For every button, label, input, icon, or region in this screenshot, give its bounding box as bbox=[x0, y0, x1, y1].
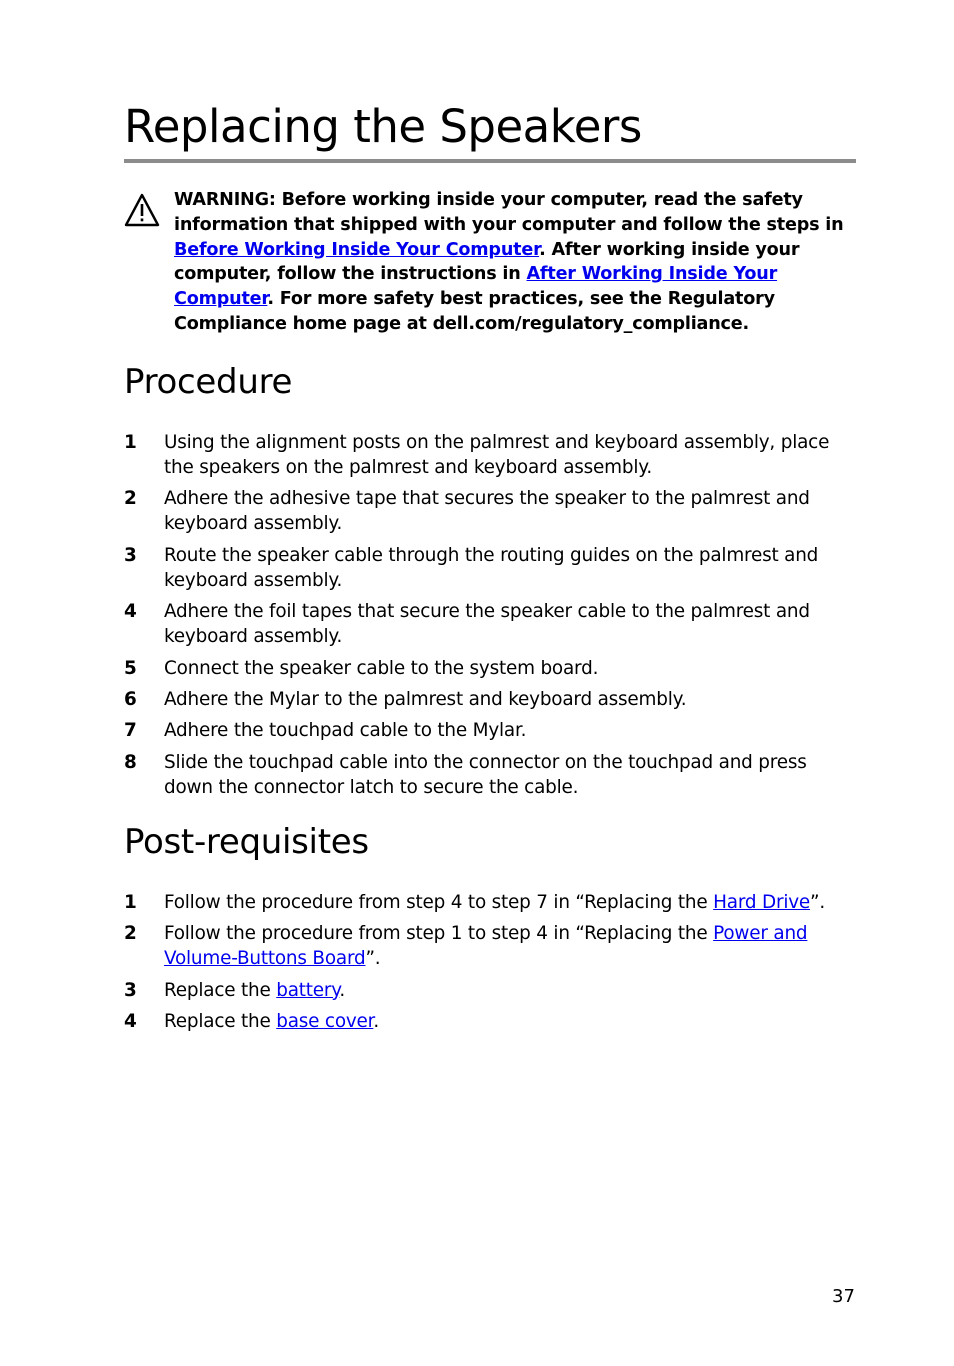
step-number: 1 bbox=[124, 432, 137, 453]
step-text-end: ”. bbox=[365, 948, 381, 970]
postrequisites-heading: Post-requisites bbox=[124, 822, 369, 862]
warning-middle: . After working inside your computer, follow the instructions in bbox=[174, 239, 800, 285]
postreq-step bbox=[124, 1009, 856, 1034]
step-text: Follow the procedure from step 1 to step 4 in “Replacing the bbox=[164, 923, 714, 945]
page-number: 37 bbox=[832, 1286, 855, 1307]
warning-triangle-icon bbox=[124, 193, 160, 227]
step-number: 4 bbox=[124, 1011, 137, 1033]
step-number: 2 bbox=[124, 923, 137, 945]
step-number: 7 bbox=[124, 720, 137, 742]
step-number: 4 bbox=[124, 601, 137, 623]
warning-prefix: WARNING: Before working inside your computer, read the safety information that shipped with your computer and follow the steps in bbox=[174, 190, 844, 235]
step-number: 6 bbox=[124, 688, 137, 710]
step-text: Adhere the touchpad cable to the Mylar. bbox=[164, 720, 527, 742]
procedure-step bbox=[124, 656, 856, 681]
base-cover-link[interactable]: base cover bbox=[276, 1011, 374, 1033]
step-text-end: . bbox=[373, 1011, 379, 1033]
procedure-step bbox=[124, 543, 856, 593]
procedure-step bbox=[124, 486, 856, 536]
step-text: Connect the speaker cable to the system board. bbox=[164, 657, 599, 679]
before-working-link[interactable]: Before Working Inside Your Computer bbox=[174, 239, 540, 260]
step-text-end: . bbox=[339, 979, 345, 1001]
procedure-step bbox=[124, 687, 856, 712]
step-text: Follow the procedure from step 4 to step 7 in “Replacing the bbox=[164, 892, 714, 913]
warning-suffix: . For more safety best practices, see the Regulatory Compliance home page at dell.com/regulatory_compliance. bbox=[174, 289, 775, 334]
warning-text bbox=[174, 188, 846, 337]
step-text: Adhere the Mylar to the palmrest and keyboard assembly. bbox=[164, 688, 687, 710]
procedure-step bbox=[124, 599, 856, 649]
step-text: Adhere the foil tapes that secure the speaker cable to the palmrest and keyboard assembly. bbox=[164, 601, 810, 648]
procedure-step bbox=[124, 718, 856, 743]
step-text: Route the speaker cable through the routing guides on the palmrest and keyboard assembly. bbox=[164, 544, 819, 591]
power-volume-board-link[interactable]: Power and Volume-Buttons Board bbox=[164, 923, 808, 970]
step-text: Replace the bbox=[164, 1011, 277, 1033]
battery-link[interactable]: battery bbox=[276, 979, 340, 1001]
after-working-link[interactable]: After Working Inside Your Computer bbox=[174, 264, 778, 310]
postreq-step bbox=[124, 978, 856, 1003]
step-number: 2 bbox=[124, 488, 137, 510]
step-number: 5 bbox=[124, 657, 137, 679]
postrequisites-list bbox=[124, 890, 856, 1041]
step-text: Replace the bbox=[164, 979, 277, 1001]
procedure-heading: Procedure bbox=[124, 362, 293, 402]
step-text: Using the alignment posts on the palmrest and keyboard assembly, place the speakers on the palmrest and keyboard assembly. bbox=[164, 432, 830, 478]
title-rule bbox=[124, 159, 856, 163]
step-number: 3 bbox=[124, 544, 137, 566]
procedure-step bbox=[124, 750, 856, 800]
procedure-list bbox=[124, 430, 856, 806]
procedure-step bbox=[124, 430, 856, 480]
step-number: 1 bbox=[124, 892, 137, 913]
step-text: Slide the touchpad cable into the connector on the touchpad and press down the connector latch to secure the cable. bbox=[164, 751, 807, 798]
step-text-end: ”. bbox=[810, 892, 826, 913]
postreq-step bbox=[124, 921, 856, 971]
hard-drive-link[interactable]: Hard Drive bbox=[713, 892, 811, 913]
step-number: 8 bbox=[124, 751, 137, 773]
step-text: Adhere the adhesive tape that secures the speaker to the palmrest and keyboard assembly. bbox=[164, 488, 810, 535]
step-number: 3 bbox=[124, 979, 137, 1001]
postreq-step bbox=[124, 890, 856, 915]
page-title: Replacing the Speakers bbox=[124, 100, 642, 153]
